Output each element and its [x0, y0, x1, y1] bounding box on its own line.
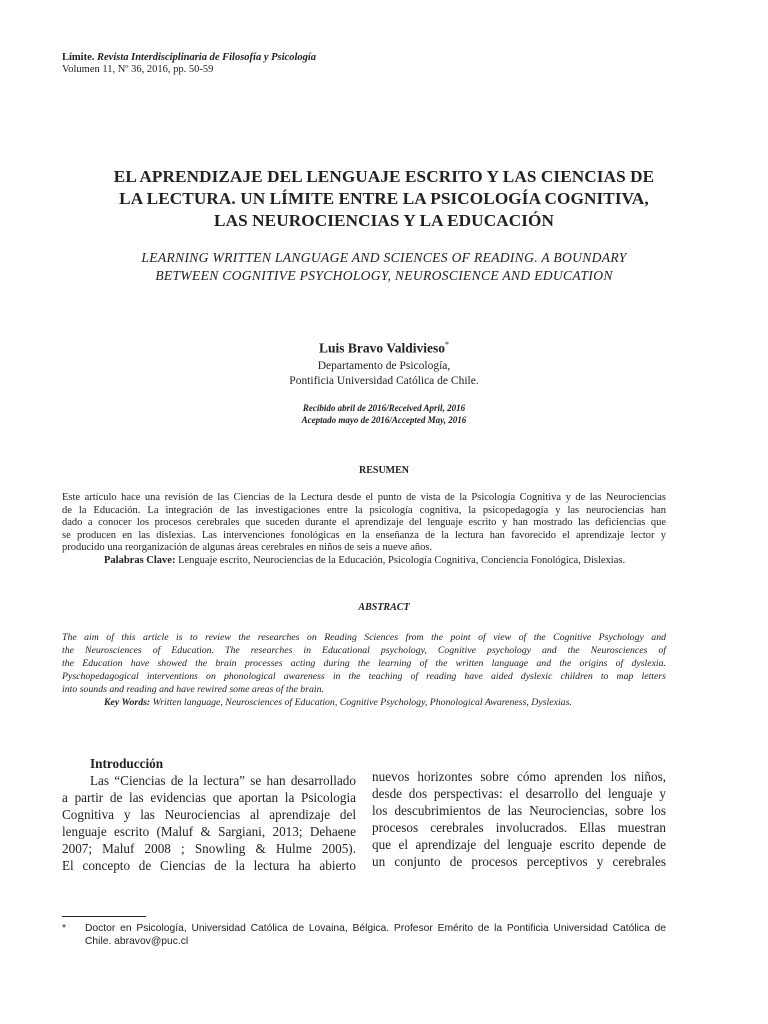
resumen-line: se producen en las dislexias. Las intervenciones fonológicas en la enseñanza de la lectura han favorecido el aprendizaje lector y — [62, 529, 666, 541]
body-column-right — [372, 768, 666, 870]
footnote-mark: * — [62, 923, 67, 934]
body-line: a partir de las evidencias que aportan la Psicologia — [62, 790, 356, 805]
title-line: LAS NEUROCIENCIAS Y LA EDUCACIÓN — [214, 211, 554, 230]
journal-volume: Volumen 11, Nº 36, 2016, pp. 50-59 — [62, 64, 214, 75]
abstract-line: the Education have showed the brain processes acting during the learning of the written language and the origins of dyslexia. — [62, 658, 666, 670]
body-line: Las “Ciencias de la lectura” se han desarrollado — [90, 773, 356, 788]
affiliation-line: Pontificia Universidad Católica de Chile. — [289, 375, 479, 387]
body-line: que el aprendizaje del lenguaje escrito depende de — [372, 837, 666, 852]
submission-dates — [0, 403, 768, 426]
resumen-heading: RESUMEN — [358, 465, 409, 476]
journal-subtitle: Revista Interdisciplinaria de Filosofía y Psicología — [97, 52, 317, 63]
author-affiliation — [0, 359, 768, 389]
abstract-line: The aim of this article is to review the researches on Reading Sciences from the point of view of the Cognitive Psychology and — [62, 632, 666, 643]
keywords-label: Key Words: — [104, 697, 151, 709]
english-title-line: LEARNING WRITTEN LANGUAGE AND SCIENCES OF READING. A BOUNDARY — [141, 250, 627, 265]
journal-header — [62, 52, 316, 76]
abstract-line: the Neurosciences of Education. The researches in Educational psychology, Cognitive psychology and the Neurosciences of — [62, 645, 666, 657]
body-line: desde dos perspectivas: el desarrollo del lenguaje y — [372, 786, 666, 801]
author-name: Luis Bravo Valdivieso — [318, 340, 446, 356]
article-english-title — [40, 249, 728, 285]
body-column-left — [62, 755, 356, 874]
abstract-keywords — [62, 696, 666, 709]
resumen-line: dado a conocer los procesos cerebrales que suceden durante el aprendizaje del lenguaje escrito y han mostrado las deficiencias que — [62, 517, 666, 529]
accepted-date: Aceptado mayo de 2016/Accepted May, 2016 — [301, 414, 467, 425]
body-line: un conjunto de procesos perceptivos y cerebrales — [372, 854, 666, 869]
journal-name-line — [62, 52, 316, 64]
abstract-body — [62, 631, 666, 710]
author-footnote-mark: * — [445, 340, 450, 349]
footnote-line: Chile. abravov@puc.cl — [85, 936, 189, 947]
body-line: Cognitiva y las Neurociencias al aprendizaje del — [62, 807, 356, 822]
affiliation-line: Departamento de Psicología, — [317, 360, 451, 372]
resumen-body — [62, 492, 666, 568]
keywords-label: Palabras Clave: — [104, 554, 176, 566]
intro-heading: Introducción — [90, 756, 164, 771]
abstract-line: Pyschopedagogical interventions on phonological awareness in the teaching of reading have aided dyslexic children to map letters — [62, 671, 666, 683]
body-line: los descubrimientos de las Neurociencias, sobre los — [372, 803, 666, 818]
body-line: El concepto de Ciencias de la lectura ha abierto — [62, 858, 356, 873]
resumen-line: producido una reorganización de algunas áreas cerebrales en niños de seis a nueve años. — [62, 542, 433, 554]
title-line: EL APRENDIZAJE DEL LENGUAJE ESCRITO Y LAS CIENCIAS DE — [113, 167, 655, 186]
journal-name: Límite. — [62, 52, 95, 63]
article-title — [40, 166, 728, 232]
received-date: Recibido abril de 2016/Received April, 2016 — [302, 403, 466, 413]
resumen-line: Este artículo hace una revisión de las Ciencias de la Lectura desde el punto de vista de la Psicología Cognitiva y de las Neurociencias — [62, 492, 666, 503]
keywords-text: Written language, Neurosciences of Education, Cognitive Psychology, Phonological Awareness, Dyslexias. — [152, 697, 572, 709]
footnote-line: Doctor en Psicología, Universidad Católica de Lovaina, Bélgica. Profesor Emérito de la Pontificia Universidad Católica de — [85, 923, 666, 934]
footnote — [62, 922, 666, 948]
body-line: lenguaje escrito (Maluf & Sargiani, 2013; Dehaene — [62, 824, 356, 839]
english-title-line: BETWEEN COGNITIVE PSYCHOLOGY, NEUROSCIENCE AND EDUCATION — [155, 268, 613, 283]
keywords-text: Lenguaje escrito, Neurociencias de la Educación, Psicología Cognitiva, Conciencia Fonológica, Dislexias. — [178, 554, 626, 566]
body-line: procesos cerebrales involucrados. Ellas muestran — [372, 820, 666, 835]
author — [0, 340, 768, 357]
abstract-heading: ABSTRACT — [358, 602, 410, 613]
body-line: 2007; Maluf 2008 ; Snowling & Hulme 2005). — [62, 841, 356, 856]
resumen-line: de la Educación. La integración de las investigaciones entre la psicología cognitiva, la psicopedagogía y las neurociencias han — [62, 504, 666, 516]
abstract-line: into sounds and reading and have rewired some areas of the brain. — [62, 684, 324, 696]
title-line: LA LECTURA. UN LÍMITE ENTRE LA PSICOLOGÍA COGNITIVA, — [119, 189, 649, 208]
footnote-rule — [62, 916, 146, 917]
resumen-keywords — [62, 555, 666, 568]
body-line: nuevos horizontes sobre cómo aprenden los niños, — [372, 769, 666, 784]
